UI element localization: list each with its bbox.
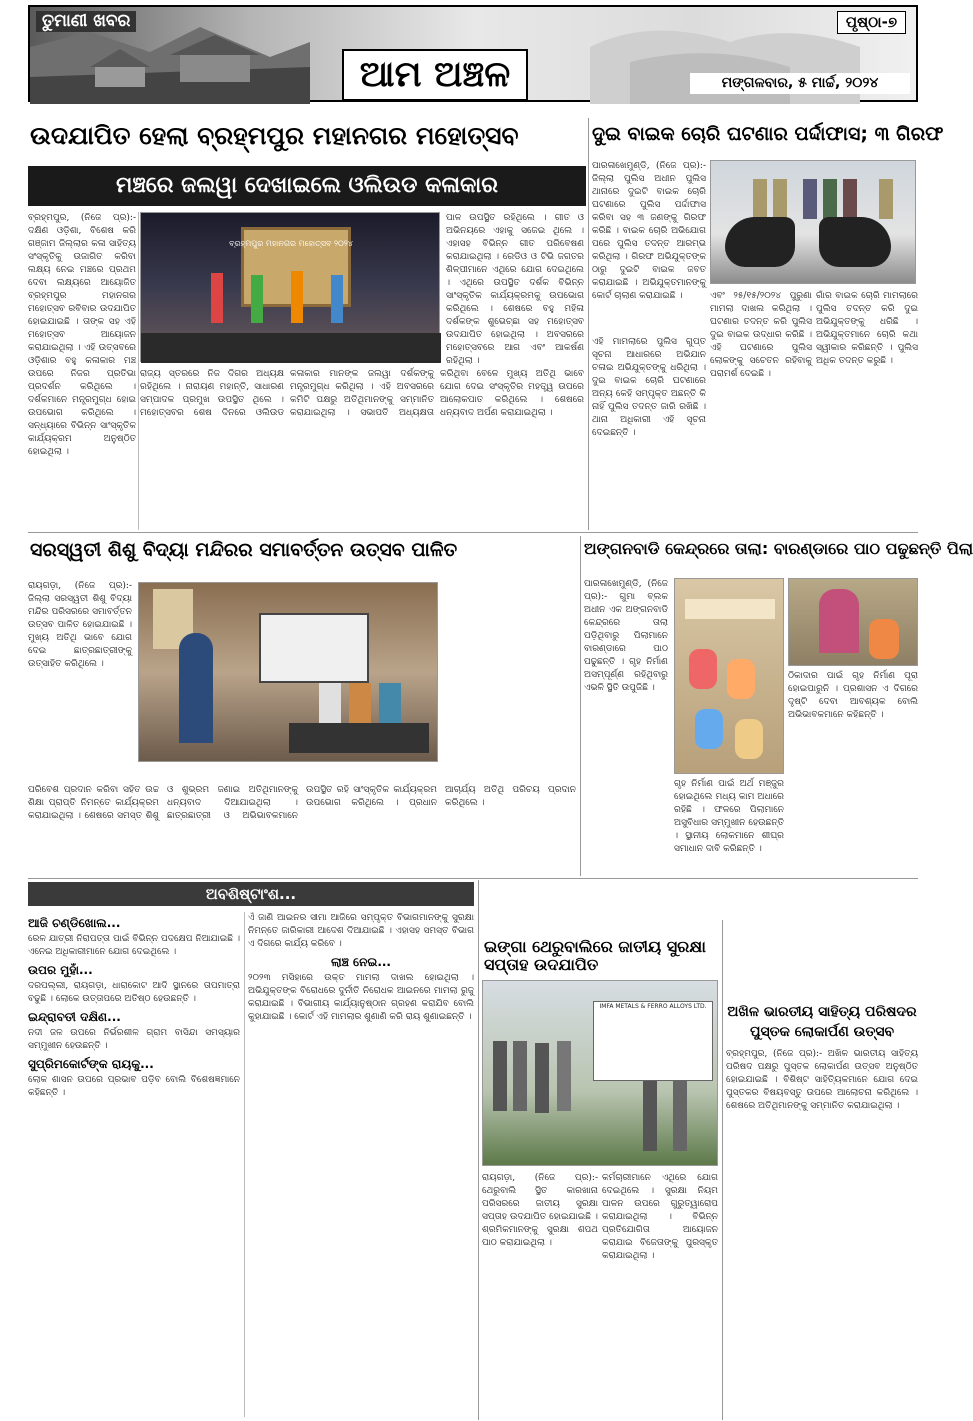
story1-headline: ଉଦଯାପିତ ହେଲା ବ୍ରହ୍ମପୁର ମହାନଗର ମହୋତ୍ସବ [30, 121, 519, 150]
remainder-s2-head: ଉପର ମୁହାଁ... [28, 963, 93, 977]
story1-col3: ପାଳ ଉପସ୍ଥିତ ରହିଥିଲେ । ଗୀତ ଓ ଅଭିନୟରେ ଏହାକୁ ସଜେଇ ଥିଲେ । ଏହାସହ ବିଭିନ୍ନ ଗୀତ ପରିବେଷଣ କରାଯାଇଥିଲା । ରେଡିଓ ଓ ଟିଭି ଜଗତର ଶିଳ୍ପୀମାନେ ଏଥିରେ ଯୋଗ ଦେଇଥିଲେ । ଏଥିରେ ଉପସ୍ଥିତ ଦର୍ଶକ ବିଭିନ୍ନ ସାଂସ୍କୃତିକ କାର୍ଯ୍ୟକ୍ରମକୁ ଉପଭୋଗ କରିଥିଲେ । ଶେଷରେ ବହୁ ମହିଳା ଦର୍ଶକଙ୍କ ଶୁଭେଚ୍ଛା ସହ ମହୋତ୍ସବ ଉଦଯାପିତ ହୋଇଥିଲା । ଅବସରରେ ମହୋତ୍ସବରେ ଆଗ ଏବଂ ଆକର୍ଷଣ ରହିଥିଲା । [446, 213, 584, 366]
remainder-c2: ଏଁ ଜାଣି ଆଇନର ସୀମା ଆଜିରେ ସମ୍ପୃକ୍ତ ବିଭାଗମାନଙ୍କୁ ସୁରକ୍ଷା ନିମନ୍ତେ ଜାରିକାରୀ ଆଦେଶ ଦିଆଯାଇଛି । ଏହାସହ ସମସ୍ତ ବିଭାଗ ଏ ଦିଗରେ କାର୍ଯ୍ୟ କରିବେ । [248, 913, 474, 949]
remainder-col1 [28, 912, 240, 1417]
remainder-s1: ରେଳ ଯାତ୍ରୀ ନିରାପତ୍ତା ପାଇଁ ବିଭିନ୍ନ ପଦକ୍ଷେପ ନିଆଯାଇଛି । ଏନେଇ ଅଧିକାରୀମାନେ ଯୋଗ ଦେଇଥିଲେ । [28, 934, 240, 957]
story2-col2: ଏହି ମାମଲାରେ ପୁଲିସ ଗୁପ୍ତ ସୂଚନା ଆଧାରରେ ଅଭିଯାନ ଚଳାଇ ଅଭିଯୁକ୍ତଙ୍କୁ ଧରିଥିଲା । ଦୁଇ ବାଇକ ଚୋରି ଘଟଣାରେ ଅନ୍ୟ କେହି ସମ୍ପୃକ୍ତ ଅଛନ୍ତି କି ନାହିଁ ପୁଲିସ ତଦନ୍ତ ଜାରି ରଖିଛି । ଥାନା ଅଧିକାରୀ ଏହି ସୂଚନା ଦେଇଛନ୍ତି । [592, 337, 706, 438]
story2-headline: ଦୁଇ ବାଇକ ଚୋରି ଘଟଣାର ପର୍ଦ୍ଦାଫାସ; ୩ ଗିରଫ [592, 123, 944, 145]
story5-col2: କର୍ମଚାରୀମାନେ ଏଥିରେ ଯୋଗ ଦେଇଥିଲେ । ସୁରକ୍ଷା ନିୟମ ପାଳନ ଉପରେ ଗୁରୁତ୍ୱାରୋପ କରାଯାଇଥିଲା । ବିଭିନ୍ନ ପ୍ରତିଯୋଗିତା ଆୟୋଜନ କରାଯାଇ ବିଜେତାଙ୍କୁ ପୁରସ୍କୃତ କରାଯାଇଥିଲା । [602, 1173, 718, 1261]
story6-headline: ଅଖିଳ ଭାରତୀୟ ସାହିତ୍ୟ ପରିଷଦର ପୁସ୍ତକ ଲୋକାର୍ପଣ ଉତ୍ସବ [727, 1004, 917, 1040]
remainder-s2: ଦରପଲ୍ଲୀ, ରାୟଗଡ଼ା, ଧାରାକୋଟ ଆଦି ସ୍ଥାନରେ ତାପମାତ୍ରା ବଢୁଛି । ଲୋକେ ଉତ୍ତାପରେ ଅତିଷ୍ଠ ହେଉଛନ୍ତି । [28, 981, 240, 1004]
story1-bottom: ରାଜ୍ୟ ସ୍ତରରେ ନିଜ ଦିଗର ଅଧ୍ୟକ୍ଷ ରହିଥିଲେ । ନାରାୟଣ ମହାନ୍ତି, ସାଧାରଣ ସମ୍ପାଦକ ପ୍ରମୁଖ ଉପସ୍ଥିତ ଥିଲେ । ମହୋତ୍ସବର ଶେଷ ଦିନରେ ଓଲିଉଡ କଳାକାର ମାନଙ୍କ ଜଲୱା ଦର୍ଶକଙ୍କୁ ମନ୍ତ୍ରମୁଗ୍ଧ କରିଥିଲା । ଏହି ଅବସରରେ କମିଟି ପକ୍ଷରୁ ଅତିଥିମାନଙ୍କୁ ସମ୍ମାନିତ କରାଯାଇଥିଲା । ସଭାପତି ଅଧ୍ୟକ୍ଷତା କରିଥିବା ବେଳେ ମୁଖ୍ୟ ଅତିଥି ଭାବେ ଯୋଗ ଦେଇ ସଂସ୍କୃତିର ମହତ୍ତ୍ୱ ଉପରେ ଆଲୋକପାତ କରିଥିଲେ । ଶେଷରେ ଧନ୍ୟବାଦ ଅର୍ପଣ କରାଯାଇଥିଲା । [140, 369, 584, 418]
remainder-s4-head: ସୁପ୍ରିମକୋର୍ଟଙ୍କ ରାୟକୁ... [28, 1057, 154, 1071]
issue-date: ମଙ୍ଗଳବାର, ୫ ମାର୍ଚ୍ଚ, ୨୦୨୪ [690, 73, 910, 94]
story5-safety-photo [482, 980, 718, 1166]
story4-teacher-photo [788, 578, 918, 666]
remainder-c2b: ୨୦୨୩ ମସିହାରେ ଉକ୍ତ ମାମଲା ଦାଖଲ ହୋଇଥିଲା । ଅଭିଯୁକ୍ତଙ୍କ ବିରୋଧରେ ଦୁର୍ନୀତି ନିରୋଧକ ଆଇନରେ ମାମଲା ରୁଜୁ କରାଯାଇଛି । ବିଭାଗୀୟ କାର୍ଯ୍ୟାନୁଷ୍ଠାନ ଗ୍ରହଣ କରାଯିବ ବୋଲି କୁହାଯାଇଛି । କୋର୍ଟ ଏହି ମାମଲାର ଶୁଣାଣି କରି ରାୟ ଶୁଣାଇଛନ୍ତି । [248, 973, 474, 1022]
story4-classroom-photo [674, 578, 784, 774]
story1-banner [28, 166, 586, 206]
story3-col1: ରାୟଗଡ଼ା, (ନିଜେ ପ୍ର):- ଜିଲ୍ଲା ସରସ୍ୱତୀ ଶିଶୁ ବିଦ୍ୟା ମନ୍ଦିର ପରିସରରେ ସମାବର୍ତ୍ତନ ଉତ୍ସବ ପାଳିତ ହୋଇଯାଇଛି । ମୁଖ୍ୟ ଅତିଥି ଭାବେ ଯୋଗ ଦେଇ ଛାତ୍ରଛାତ୍ରୀଙ୍କୁ ଉତ୍ସାହିତ କରିଥିଲେ । [28, 581, 132, 669]
story5-col1: ରାୟଗଡ଼ା, (ନିଜେ ପ୍ର):- ଥେରୁବାଲି ସ୍ଥିତ କାରଖାନା ପରିସରରେ ଜାତୀୟ ସୁରକ୍ଷା ସପ୍ତାହ ଉଦଯାପିତ ହୋଇଯାଇଛି । ଶ୍ରମିକମାନଙ୍କୁ ସୁରକ୍ଷା ଶପଥ ପାଠ କରାଯାଇଥିଲା । [482, 1173, 598, 1248]
story5-headline: ଇଙ୍ଗା ଥେରୁବାଲିରେ ଜାତୀୟ ସୁରକ୍ଷା ସପ୍ତାହ ଉଦଯାପିତ [484, 937, 706, 974]
story6-col1: ବ୍ରହ୍ମପୁର, (ନିଜେ ପ୍ର):- ଅଖିଳ ଭାରତୀୟ ସାହିତ୍ୟ ପରିଷଦ ପକ୍ଷରୁ ପୁସ୍ତକ ଲୋକାର୍ପଣ ଉତ୍ସବ ଅନୁଷ୍ଠିତ ହୋଇଯାଇଛି । ବିଶିଷ୍ଟ ସାହିତ୍ୟିକମାନେ ଯୋଗ ଦେଇ ପୁସ୍ତକର ବିଷୟବସ୍ତୁ ଉପରେ ଆଲୋଚନା କରିଥିଲେ । ଶେଷରେ ଅତିଥିମାନଙ୍କୁ ସମ୍ମାନିତ କରାଯାଇଥିଲା । [726, 1049, 918, 1111]
remainder-banner [28, 882, 474, 906]
story2-col-b: ଗାଁର ବାଇକ ଚୋରି ମାମଲାରେ ପୁଲିସ ତଦନ୍ତ କରି ଦୁଇ ଅଭିଯୁକ୍ତଙ୍କୁ ଧରିଛି । ଅଭିଯୁକ୍ତମାନେ ଚୋରି କଥା ସ୍ୱୀକାର କରିଛନ୍ତି । ପୁଲିସ ଅଧିକ ତଦନ୍ତ କରୁଛି । [816, 291, 918, 366]
story3-ceremony-photo [138, 582, 438, 762]
story2-col1: ପାରଳାଖେମୁଣ୍ଡି, (ନିଜେ ପ୍ର):- ଜିଲ୍ଲା ପୁଲିସ ଅଧୀନ ପୁଲିସ ଥାନାରେ ଦୁଇଟି ବାଇକ ଚୋରି ଘଟଣାରେ ପୁଲିସ ପର୍ଦ୍ଦାଫାସ କରିବା ସହ ୩ ଜଣଙ୍କୁ ଗିରଫ କରିଛି । ବାଇକ ଚୋରି ଅଭିଯୋଗ ପରେ ପୁଲିସ ତଦନ୍ତ ଆରମ୍ଭ କରିଥିଲା । ଗିରଫ ଅଭିଯୁକ୍ତଙ୍କ ଠାରୁ ଦୁଇଟି ବାଇକ ଜବତ କରାଯାଇଛି । ଅଭିଯୁକ୍ତମାନଙ୍କୁ କୋର୍ଟ ଚାଲାଣ କରାଯାଇଛି । [592, 161, 706, 301]
story4-col1: ପାରଳାଖେମୁଣ୍ଡି, (ନିଜେ ପ୍ର):- ଗୁମା ବ୍ଲକ ଅଧୀନ ଏକ ଅଙ୍ଗନବାଡି କେନ୍ଦ୍ରରେ ତାଲା ପଡ଼ିଥିବାରୁ ପିଲାମାନେ ବାରଣ୍ଡାରେ ପାଠ ପଢୁଛନ୍ତି । ଗୃହ ନିର୍ମାଣ ଅସମ୍ପୂର୍ଣ୍ଣ ରହିଥିବାରୁ ଏଭଳି ସ୍ଥିତି ଉପୁଜିଛି । [584, 579, 668, 693]
stage-banner-text: ବ୍ରହ୍ମପୁର ମହାନଗର ମହୋତ୍ସବ ୨୦୨୪ [229, 239, 353, 248]
remainder-s3: ନଦୀ ଜଳ ଉପରେ ନିର୍ଭରଶୀଳ ଗ୍ରାମ ବାସିନ୍ଦା ସମସ୍ୟାର ସମ୍ମୁଖୀନ ହେଉଛନ୍ତି । [28, 1028, 240, 1051]
story4-col2: ଗୃହ ନିର୍ମାଣ ପାଇଁ ଅର୍ଥ ମଞ୍ଜୁର ହୋଇଥିଲେ ମଧ୍ୟ କାମ ଅଧାରେ ରହିଛି । ଫଳରେ ପିଲାମାନେ ଅସୁବିଧାର ସମ୍ମୁଖୀନ ହେଉଛନ୍ତି । ସ୍ଥାନୀୟ ଲୋକମାନେ ଶୀଘ୍ର ସମାଧାନ ଦାବି କରିଛନ୍ତି । [674, 779, 784, 854]
remainder-s4: ଲୋକ ଶାସନ ଉପରେ ପ୍ରଭାବ ପଡ଼ିବ ବୋଲି ବିଶେଷଜ୍ଞମାନେ କହିଛନ୍ତି । [28, 1075, 240, 1098]
story4-col3: ଠିକାଦାର ପାଇଁ ଗୃହ ନିର୍ମାଣ ପୂରା ହୋଇପାରୁନି । ପ୍ରଶାସନ ଏ ଦିଗରେ ଦୃଷ୍ଟି ଦେବା ଆବଶ୍ୟକ ବୋଲି ଅଭିଭାବକମାନେ କହିଛନ୍ତି । [788, 671, 918, 720]
story1-banner-text: ମଞ୍ଚରେ ଜଲୱା ଦେଖାଇଲେ ଓଲିଉଡ କଳାକାର [116, 173, 498, 198]
story1-stage-photo [140, 212, 440, 362]
remainder-title: ଅବଶିଷ୍ଟାଂଶ... [205, 885, 297, 903]
safety-board-text: IMFA METALS & FERRO ALLOYS LTD. [599, 1003, 707, 1010]
page-number: ପୃଷ୍ଠା-୭ [837, 11, 906, 34]
story2-police-photo [710, 160, 916, 284]
story1-col1: ବ୍ରହ୍ମପୁର, (ନିଜେ ପ୍ର):- ଦକ୍ଷିଣ ଓଡ଼ିଶା, ବିଶେଷ କରି ଗଞ୍ଜାମ ଜିଲ୍ଲାର କଳା ସାହିତ୍ୟ ସଂସ୍କୃତିକୁ ଉଜାଗିତ କରିବା ଲକ୍ଷ୍ୟ ନେଇ ମଞ୍ଚରେ ପ୍ରଥମ ଦେବା ଲକ୍ଷ୍ୟରେ ଆୟୋଜିତ ବ୍ରହ୍ମପୁର ମହାନଗର ମହୋତ୍ସବ ରବିବାର ଉଦଯାପିତ ହୋଇଯାଇଛି । ତାଙ୍କ ସହ ଏହି ମହୋତ୍ସବ ଆୟୋଜନ କରାଯାଇଥିଲା । ଏହି ଉତ୍ସବରେ ଓଡ଼ିଶାର ବହୁ କଳାକାର ମଞ୍ଚ ଉପରେ ନିଜର ପ୍ରତିଭା ପ୍ରଦର୍ଶନ କରିଥିଲେ । ଦର୍ଶକମାନେ ମନ୍ତ୍ରମୁଗ୍ଧ ହୋଇ ଉପଭୋଗ କରିଥିଲେ । ସନ୍ଧ୍ୟାରେ ବିଭିନ୍ନ ସାଂସ୍କୃତିକ କାର୍ଯ୍ୟକ୍ରମ ଅନୁଷ୍ଠିତ ହୋଇଥିଲା । [28, 213, 136, 457]
story2-col-a: ଏବଂ ୨୫/୧୫/୨୦୨୪ ପୁରୁଣା ମାମଲା ଦାଖଲ କରିଥିଲା । ଘଟଣାର ତଦନ୍ତ କରି ପୁଲିସ ଦୁଇ ବାଇକ ଉଦ୍ଧାର କରିଛି । ଏହି ଘଟଣାରେ ପୁଲିସ ଲୋକଙ୍କୁ ସଚେତନ ରହିବାକୁ ପରାମର୍ଶ ଦେଇଛି । [710, 291, 812, 379]
remainder-col2 [248, 912, 474, 1417]
story3-bottom: ପରିବେଶ ପ୍ରଦାନ କରିବା ସହିତ ଉଚ୍ଚ ଶିକ୍ଷା ପ୍ରାପ୍ତି ନିମନ୍ତେ କାର୍ଯ୍ୟକ୍ରମ କରାଯାଇଥିଲା । ଶେଷରେ ସମସ୍ତ ଶିଶୁ ଓ ଶୁଭ୍ରମ ଜଣାଇ ଅତିଥିମାନଙ୍କୁ ଧନ୍ୟବାଦ ଦିଆଯାଇଥିଲା । ଛାତ୍ରଛାତ୍ରୀ ଓ ଅଭିଭାବକମାନେ ଉପସ୍ଥିତ ରହି ସାଂସ୍କୃତିକ କାର୍ଯ୍ୟକ୍ରମ ଉପଭୋଗ କରିଥିଲେ । ପ୍ରଧାନ ଆଚାର୍ଯ୍ୟ ଅତିଥି ପରିଚୟ ପ୍ରଦାନ କରିଥିଲେ । [28, 785, 576, 821]
masthead [28, 5, 918, 102]
remainder-s3-head: ଇନ୍ଦ୍ରାବତୀ ଦକ୍ଷିଣ... [28, 1010, 121, 1024]
story3-headline: ସରସ୍ୱତୀ ଶିଶୁ ବିଦ୍ୟା ମନ୍ଦିରର ସମାବର୍ତ୍ତନ ଉତ୍ସବ ପାଳିତ [30, 539, 458, 561]
story4-headline: ଅଙ୍ଗନବାଡି କେନ୍ଦ୍ରରେ ତାଲା: ବାରଣ୍ଡାରେ ପାଠ ପଢୁଛନ୍ତି ପିଲା [584, 539, 973, 558]
remainder-s1-head: ଆଜି ଚଣ୍ଡିଖୋଲ... [28, 916, 121, 930]
remainder-c2-head: ଲାଞ୍ଚ ନେଇ... [330, 955, 391, 969]
section-title: ଆମ ଅଞ୍ଚଳ [342, 49, 528, 101]
brand-name: ତୁମାଣୀ ଖବର [36, 11, 136, 32]
